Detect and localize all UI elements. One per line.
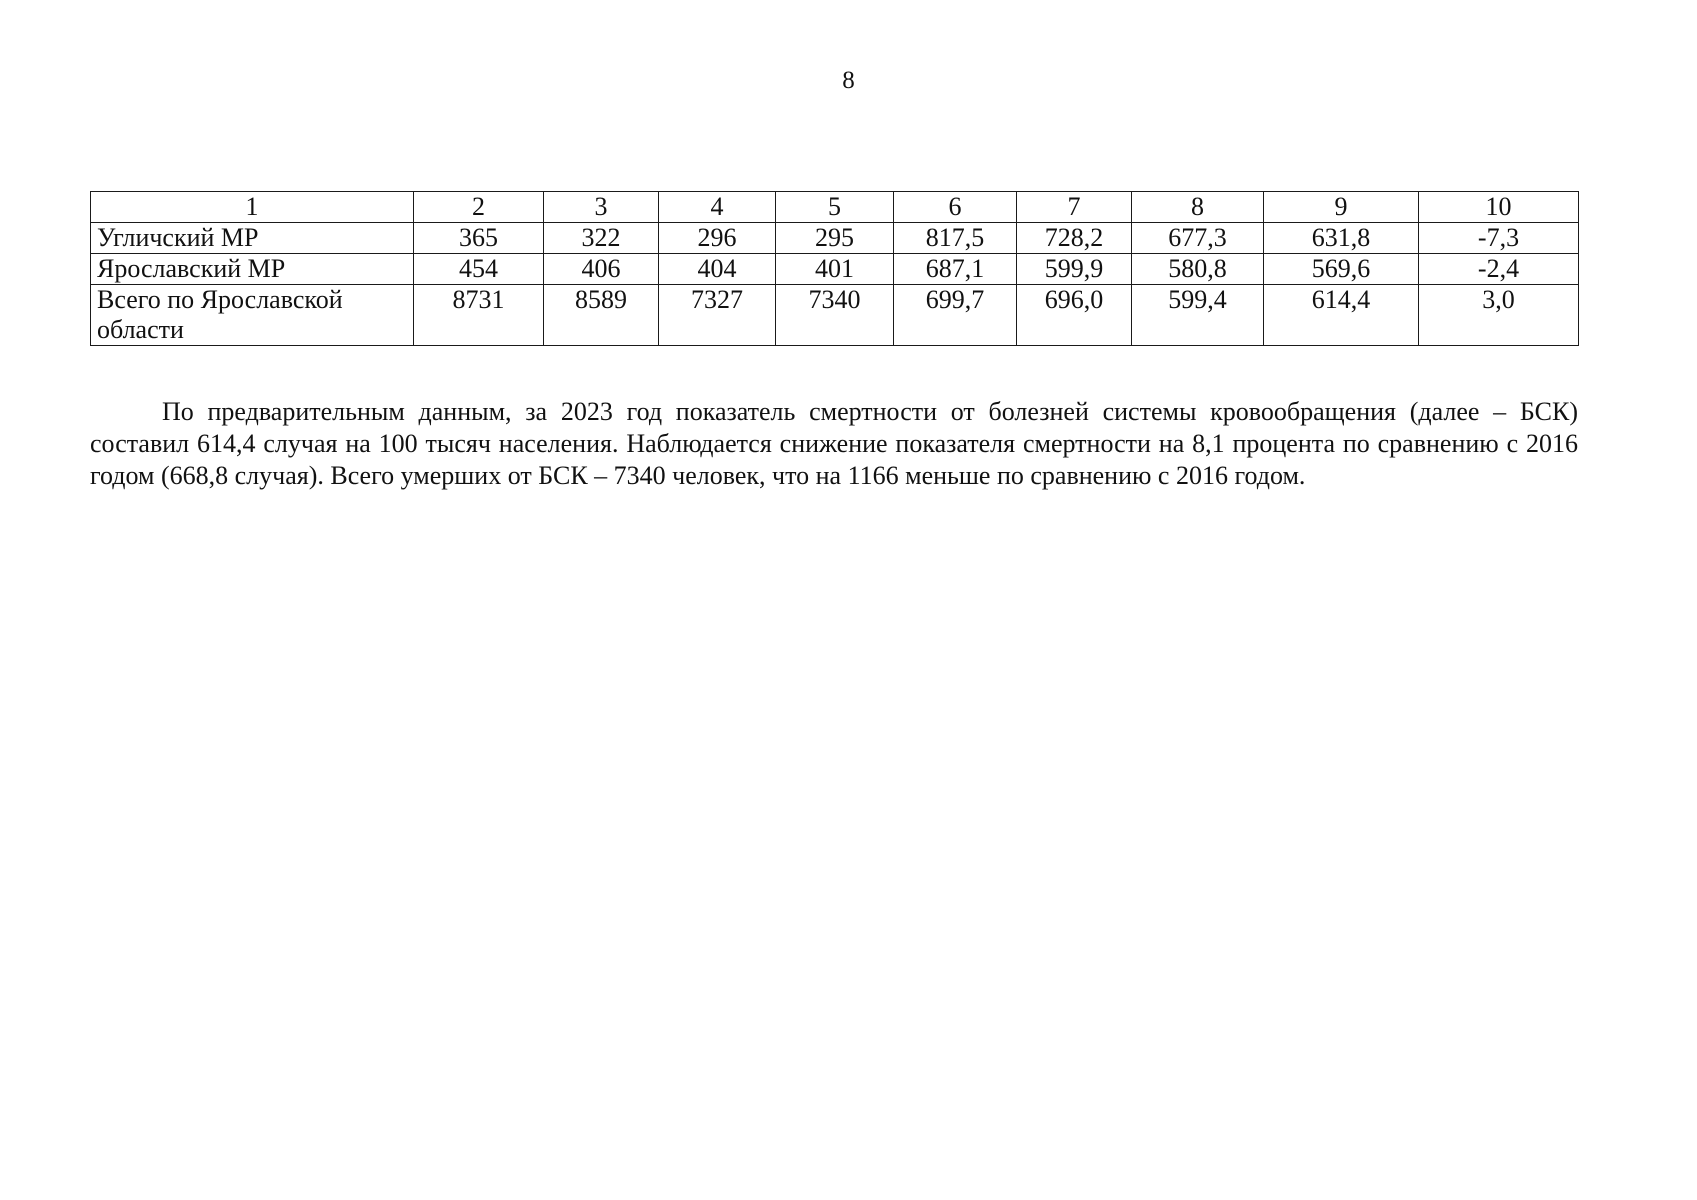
value-cell: 404 [659, 254, 776, 285]
district-name-cell: Ярославский МР [91, 254, 414, 285]
value-cell: 295 [776, 223, 894, 254]
mortality-table [90, 191, 1579, 346]
value-cell: 7340 [776, 285, 894, 346]
value-cell: -2,4 [1419, 254, 1579, 285]
table-header-row [91, 192, 1579, 223]
column-number-cell: 9 [1264, 192, 1419, 223]
page-number: 8 [842, 67, 855, 94]
value-cell: -7,3 [1419, 223, 1579, 254]
value-cell: 322 [544, 223, 659, 254]
district-name-cell: Угличский МР [91, 223, 414, 254]
column-number-cell: 8 [1132, 192, 1264, 223]
column-number-cell: 4 [659, 192, 776, 223]
value-cell: 365 [414, 223, 544, 254]
value-cell: 817,5 [894, 223, 1017, 254]
value-cell: 296 [659, 223, 776, 254]
column-number-cell: 7 [1017, 192, 1132, 223]
value-cell: 401 [776, 254, 894, 285]
value-cell: 569,6 [1264, 254, 1419, 285]
value-cell: 599,9 [1017, 254, 1132, 285]
table-row-total [91, 285, 1579, 346]
column-number-cell: 6 [894, 192, 1017, 223]
district-name-cell: Всего по Ярославской области [91, 285, 414, 346]
value-cell: 677,3 [1132, 223, 1264, 254]
value-cell: 696,0 [1017, 285, 1132, 346]
value-cell: 406 [544, 254, 659, 285]
value-cell: 8589 [544, 285, 659, 346]
value-cell: 454 [414, 254, 544, 285]
value-cell: 599,4 [1132, 285, 1264, 346]
value-cell: 580,8 [1132, 254, 1264, 285]
value-cell: 631,8 [1264, 223, 1419, 254]
column-number-cell: 3 [544, 192, 659, 223]
value-cell: 8731 [414, 285, 544, 346]
column-number-cell: 1 [91, 192, 414, 223]
value-cell: 728,2 [1017, 223, 1132, 254]
value-cell: 699,7 [894, 285, 1017, 346]
value-cell: 614,4 [1264, 285, 1419, 346]
value-cell: 7327 [659, 285, 776, 346]
table-row [91, 254, 1579, 285]
value-cell: 687,1 [894, 254, 1017, 285]
body-paragraph: По предварительным данным, за 2023 год показатель смертности от болезней системы кровообращения (далее – БСК) составил 614,4 случая на 100 тысяч населения. Наблюдается снижение показателя смертности на 8,1 процента по сравнению с 2016 годом (668,8 случая). Всего умерших от БСК – 7340 человек, что на 1166 меньше по сравнению с 2016 годом. [90, 397, 1578, 490]
table-row [91, 223, 1579, 254]
column-number-cell: 10 [1419, 192, 1579, 223]
column-number-cell: 5 [776, 192, 894, 223]
column-number-cell: 2 [414, 192, 544, 223]
value-cell: 3,0 [1419, 285, 1579, 346]
